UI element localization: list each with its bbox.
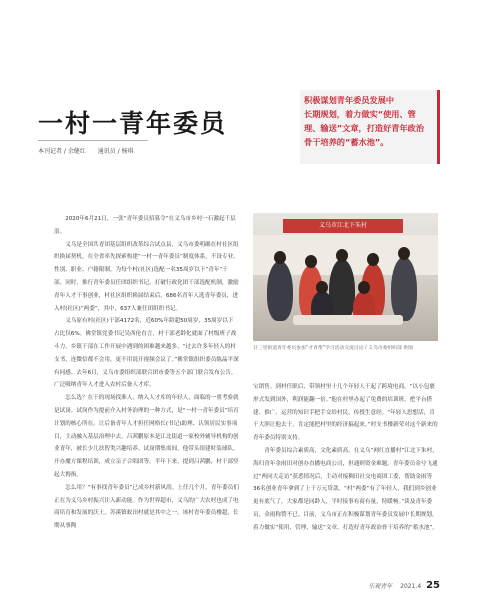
photo-banner-sign: 义乌市江北下朱村 (283, 219, 403, 233)
magazine-name: 乐观青年 (368, 583, 393, 590)
body-paragraph: 怎么用？“有事找青年委员”已成乡村新风尚。上任几个月，青年委员们正在为义乌乡村振兴注入新动能。作为世界超市，义乌的广大农村也成了电商培育和发展的沃土。苏溪镇蚁田村就是其中之一。该村青年委员楼超，长期从事陶 (54, 484, 239, 530)
photo-person (391, 257, 417, 321)
pull-quote-line: 骨干培养的“蓄水池”。 (304, 137, 389, 147)
photo-person-head (336, 249, 348, 262)
pull-quote-line: 长期规划，着力做实“使用、管 (304, 109, 416, 119)
body-paragraph: 2020年6月21日，一张“青年委员招募令”在义乌市乡村一石激起千层浪。 (54, 216, 236, 235)
article-headline: 一村一青年委员 (38, 109, 228, 138)
pull-quote-line: 积极谋划青年委员发展中 (304, 95, 395, 105)
body-paragraph: 怎么选？在干的现场找准人，纳入人才库的年轻人，面临的一重考验就是试岗。试岗作为提前介入村务治理的一种方式，是“一村一青年委员”培育计划的核心所在。让后备青年人才担任网格长(书记)助理、认领居民实事项目，主动融入基层治理中去。吕茜鹏原本是江北街道一家校外辅导机构的创业青年，被长少儿扶智类兴趣培养。试岗期集需间，他带头组建时装球队，开办魔方课程培训，成立亲子合唱团等，半年下来，提到吕茜鹏，村干部竖起大拇指。 (54, 395, 239, 478)
photo-person-head (358, 281, 370, 294)
photo-person-head (305, 255, 317, 268)
body-column-right (253, 381, 438, 535)
photo-table (293, 315, 403, 325)
article-photo (253, 213, 438, 341)
body-paragraph: 青年委员综合素质高，文化素质高，在义乌“网红直播村”江北下朱村，海归青年金雨田对创办直播电商公司，但通则资金难题。青年委员金兮飞通过“两同大走访”获悉情况后，主动对接稠田社交电商团工委，帮助金雨等36名创业青年拿到了上千万元贷款。“村“两委”有了年轻人，我们到乡创业更有底气了，大家都是同龄人，平时接事有商有量，特暖畅。”谈及青年委员，金雨称赞不已。目前，义乌市正在积极谋划青年委员发展中长期规划，着力做实“使用、管理、输送”文章，打造好青年政治骨干培养的“蓄水池”。 (253, 447, 438, 531)
page-footer (368, 580, 440, 591)
photo-person-head (316, 281, 328, 294)
byline-correspondent: 通讯员 / 杨琪 (97, 148, 134, 155)
photo-person (267, 261, 293, 321)
body-paragraph: 义乌是全国共青团基层组织改革综合试点县，义乌市委明确在村社区组织换届契机，在全省率先探索构建“一村一青年委员”制度体系，不设专业、性别、职业、户籍限制，为每个村(社区)选配一名35周岁以下“青年”干部。同时，推行青年委员任团组织书记，打破行政化团干部选配机制，激励青年人才干事创业，村社区组织换届结束后，686名青年人选青年委员，进入村(社区)“两委”，其中，637人兼任团组织书记。 (54, 241, 239, 312)
photo-caption: 廿三里街道青年委员参加“才青帮”学习活动交流讨论 / 义乌市委组织部 供图 (253, 346, 413, 351)
issue-date: 2021.4 (400, 583, 422, 590)
photo-person-head (274, 251, 286, 264)
pull-quote-line: 理、输送”文章，打造好青年政治 (304, 123, 425, 133)
byline (38, 146, 144, 155)
headline-divider (38, 140, 148, 141)
photo-person-head (367, 253, 379, 266)
body-paragraph: 义乌原有村(社区)干部4172名，近60%年龄超50周岁，35周岁以下占比仅6%。佛堂镇党委书记吴西伦直言，村干部老龄化就面了村级班子战斗力，乡镇干部在工作开展中遇到的困难越来越多，“过去许多年轻人的村支书，连微信都不会用，更不用说开视频会议了。”佛堂镇组织委员陈晶平深有同感。去年6月，义乌市委组织部联合团市委等五个部门联合发布公告，广泛吸纳青年人才进入农村后备人才库。 (54, 318, 239, 389)
blurb-accent-bar (437, 90, 440, 164)
byline-reporter: 本刊记者 / 余健红 (38, 148, 86, 155)
page-number: 25 (426, 580, 440, 591)
pull-quote (304, 93, 432, 149)
body-column-left (54, 213, 239, 533)
photo-person-head (398, 247, 410, 260)
body-paragraph: 宝销售。到村任职后，带领村里十几个年轻人干起了跨境电商，“以小包裹形式发到国外，利润能翻一倍。”他在村里办起了免费的培训班，把平台搭建、推广、运营的知识手把手交给村民，传授生意经。“年轻人思想活，肯干大胆让他去干，肯定能把村里的经济搞起来。”村支书楼新荣对这个新来的青年委员特别支持。 (253, 384, 438, 442)
